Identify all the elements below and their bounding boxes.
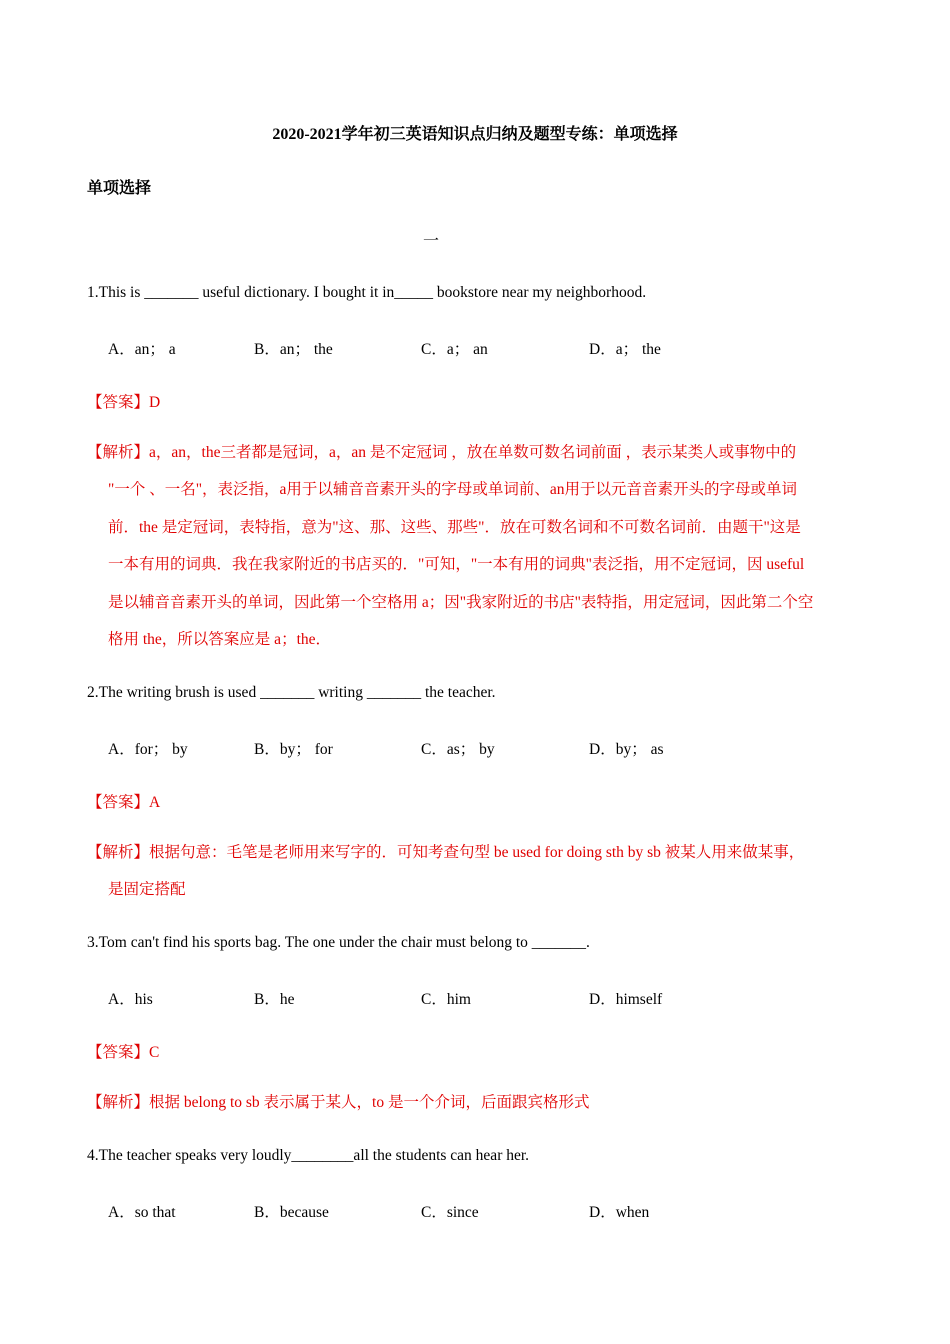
explanation-line: 是固定搭配 xyxy=(108,881,186,899)
explanation-line: "一个 、一名"，表泛指，a用于以辅音音素开头的字母或单词前、an用于以元音音素开头的字母或单词 xyxy=(108,481,798,499)
explanation-line: 根据 belong to sb 表示属于某人，to 是一个介词，后面跟宾格形式 xyxy=(149,1094,590,1111)
explanation-line: 前．the 是定冠词，表特指，意为"这、那、这些、那些"．放在可数名词和不可数名词前．由题干"这是 xyxy=(108,518,801,536)
question-3-option-d: D．himself xyxy=(589,991,663,1008)
document-title: 2020-2021学年初三英语知识点归纳及题型专练：单项选择 xyxy=(272,126,678,143)
question-1-option-d: D．a； the xyxy=(589,341,661,358)
question-4-option-c: C．since xyxy=(421,1204,479,1221)
question-2-option-c: C．as； by xyxy=(421,741,495,758)
question-2-answer: 【答案】A xyxy=(87,794,161,811)
explanation-line: a，an，the三者都是冠词，a，an 是不定冠词 ，放在单数可数名词前面 ，表示某类人或事物中的 xyxy=(149,444,797,461)
question-1-explanation xyxy=(87,434,867,658)
question-1-stem: 1.This is _______ useful dictionary. I bought it in_____ bookstore near my neighborhood. xyxy=(87,284,647,301)
question-1-option-b: B．an； the xyxy=(254,341,333,358)
question-2-explanation xyxy=(87,834,867,909)
explanation-line: 一本有用的词典．我在我家附近的书店买的．"可知，"一本有用的词典"表泛指，用不定冠词，因 useful xyxy=(108,556,805,574)
explanation-label: 【解析】 xyxy=(87,1094,150,1111)
question-3-answer: 【答案】C xyxy=(87,1044,160,1061)
question-4-option-b: B．because xyxy=(254,1204,329,1221)
explanation-line: 根据句意：毛笔是老师用来写字的．可知考查句型 be used for doing sth by sb 被某人用来做某事， xyxy=(149,844,805,861)
question-2-option-b: B．by； for xyxy=(254,741,333,758)
question-1-option-a: A．an； a xyxy=(108,341,176,358)
question-1-option-c: C．a； an xyxy=(421,341,488,358)
question-4-stem: 4.The teacher speaks very loudly________all the students can hear her. xyxy=(87,1147,530,1164)
explanation-line: 格用 the，所以答案应是 a；the． xyxy=(108,631,332,649)
explanation-label: 【解析】 xyxy=(87,844,150,861)
question-3-explanation xyxy=(87,1084,867,1121)
question-3-option-c: C．him xyxy=(421,991,471,1008)
question-4-option-a: A．so that xyxy=(108,1204,176,1221)
question-2-option-d: D．by； as xyxy=(589,741,664,758)
explanation-line: 是以辅音音素开头的单词，因此第一个空格用 a；因"我家附近的书店"表特指，用定冠词，因此第二个空 xyxy=(108,593,814,611)
question-2-option-a: A．for； by xyxy=(108,741,188,758)
question-1-answer: 【答案】D xyxy=(87,394,161,411)
question-2-stem: 2.The writing brush is used _______ writing _______ the teacher. xyxy=(87,684,496,701)
question-3-stem: 3.Tom can't find his sports bag. The one under the chair must belong to _______. xyxy=(87,934,590,951)
question-3-option-b: B．he xyxy=(254,991,295,1008)
question-4-option-d: D．when xyxy=(589,1204,650,1221)
part-number: 一 xyxy=(423,233,440,250)
section-heading: 单项选择 xyxy=(87,180,152,197)
explanation-label: 【解析】 xyxy=(87,444,150,461)
question-3-option-a: A．his xyxy=(108,991,153,1008)
